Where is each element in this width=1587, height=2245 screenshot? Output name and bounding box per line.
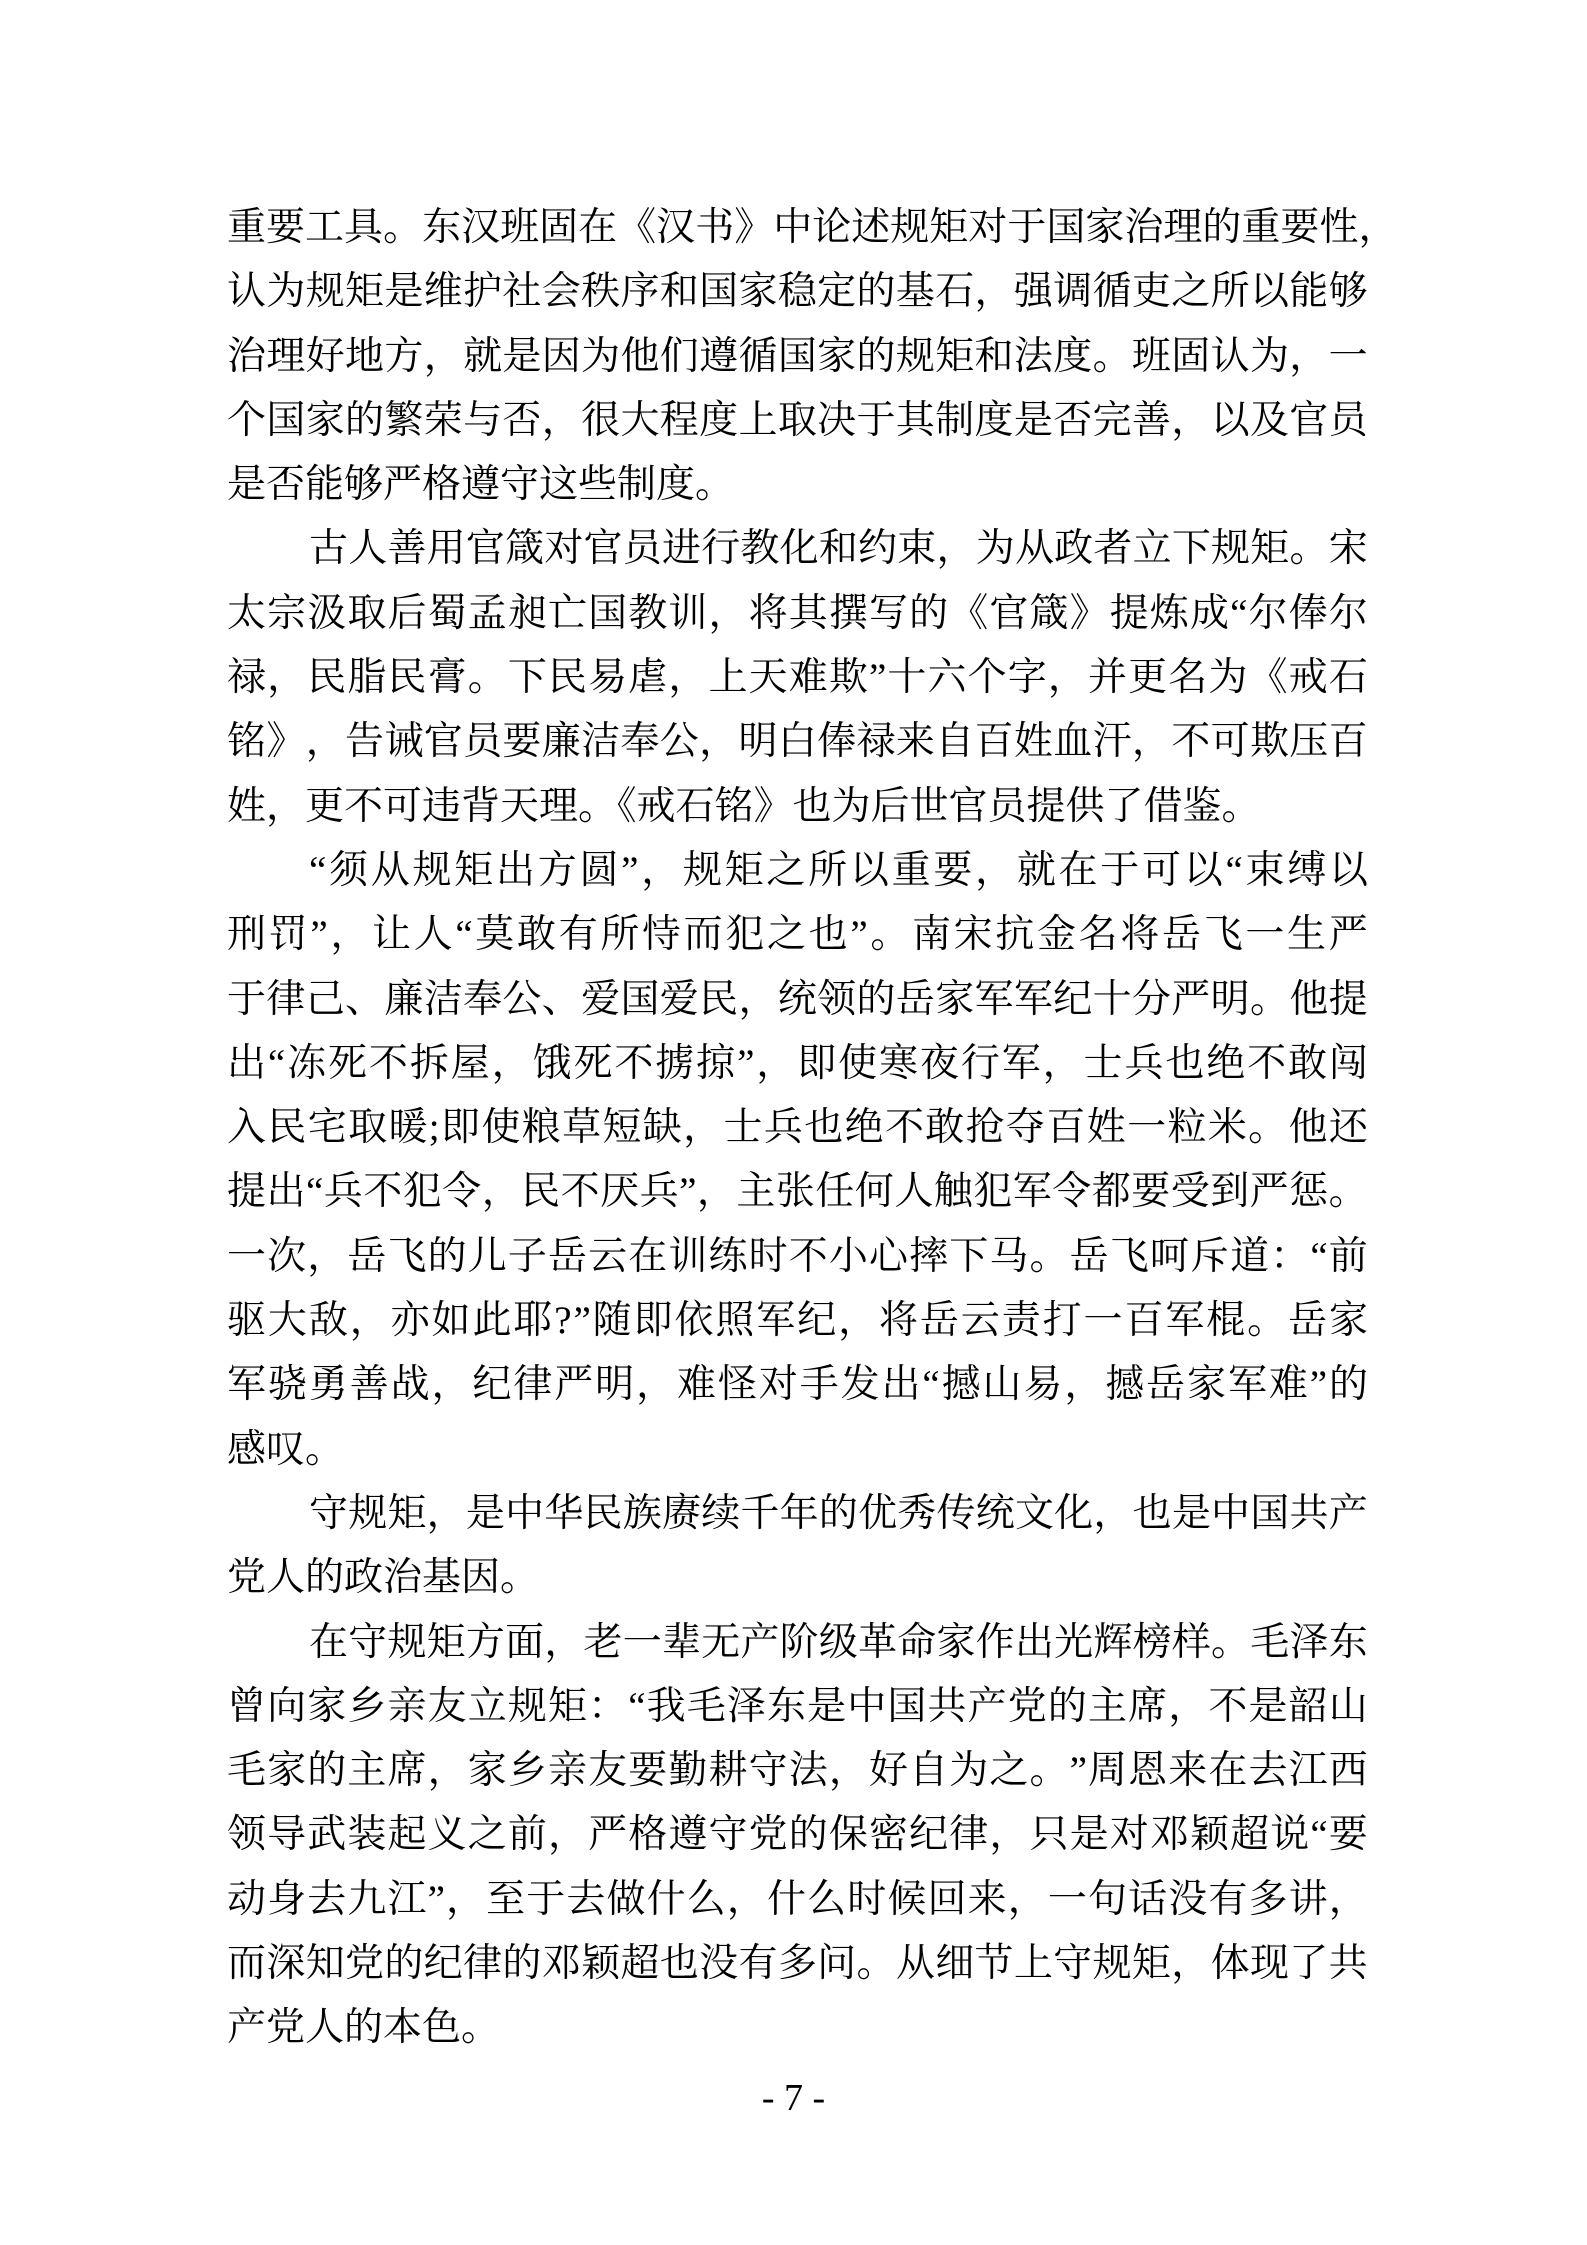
text-line-p1-2: 认 为 规 矩 是 维 护 社 会 秩 序 和 国 家 稳 定 的 基 石 ， 强 调 循 吏 之 所 以 能 够 xyxy=(227,270,1368,314)
text-line-p4-1: 守 规 矩 ， 是 中 华 民 族 赓 续 千 年 的 优 秀 传 统 文 化 ， 也 是 中 国 共 产 xyxy=(309,1491,1368,1535)
text-line-p3-2: 刑 罚 ” ， 让 人 “ 莫 敢 有 所 恃 而 犯 之 也 ” 。 南 宋 抗 金 名 将 岳 飞 一 生 严 xyxy=(227,913,1368,957)
text-line-p3-9: 军 骁 勇 善 战 ， 纪 律 严 明 ， 难 怪 对 手 发 出 “ 撼 山 易 ， 撼 岳 家 军 难 ” 的 xyxy=(227,1363,1368,1407)
text-line-p5-5: 动 身 去 九 江 ” ， 至 于 去 做 什 么 ， 什 么 时 候 回 来 ， 一 句 话 没 有 多 讲 ， xyxy=(227,1877,1368,1921)
text-line-p3-4: 出 “ 冻 死 不 拆 屋 ， 饿 死 不 掳 掠 ” ， 即 使 寒 夜 行 军 ， 士 兵 也 绝 不 敢 闯 xyxy=(227,1041,1368,1085)
text-line-p5-6: 而 深 知 党 的 纪 律 的 邓 颖 超 也 没 有 多 问 。 从 细 节 上 守 规 矩 ， 体 现 了 共 xyxy=(227,1942,1368,1986)
text-line-p3-6: 提 出 “ 兵 不 犯 令 ， 民 不 厌 兵 ” ， 主 张 任 何 人 触 犯 军 令 都 要 受 到 严 惩 。 xyxy=(227,1170,1368,1214)
text-line-p1-1: 重 要 工 具 。 东 汉 班 固 在 《 汉 书 》 中 论 述 规 矩 对 于 国 家 治 理 的 重 要 性 ， xyxy=(227,206,1398,249)
text-line-p5-2: 曾 向 家 乡 亲 友 立 规 矩 ： “ 我 毛 泽 东 是 中 国 共 产 党 的 主 席 ， 不 是 韶 山 xyxy=(227,1684,1368,1728)
text-line-p3-5: 入 民 宅 取 暖 ; 即 使 粮 草 短 缺 ， 士 兵 也 绝 不 敢 抢 夺 百 姓 一 粒 米 。 他 还 xyxy=(227,1106,1368,1150)
text-line-p1-5: 是否能够严格遵守这些制度。 xyxy=(227,463,735,507)
text-line-p2-4: 铭 》 ， 告 诫 官 员 要 廉 洁 奉 公 ， 明 白 俸 禄 来 自 百 姓 血 汗 ， 不 可 欺 压 百 xyxy=(227,720,1368,764)
text-line-p4-2: 党人的政治基因。 xyxy=(227,1556,540,1600)
text-line-p5-7: 产党人的本色。 xyxy=(227,2006,501,2050)
text-line-p1-3: 治 理 好 地 方 ， 就 是 因 为 他 们 遵 循 国 家 的 规 矩 和 法 度 。 班 固 认 为 ， 一 xyxy=(227,334,1368,378)
text-line-p3-7: 一 次 ， 岳 飞 的 儿 子 岳 云 在 训 练 时 不 小 心 摔 下 马 。 岳 飞 呵 斥 道 ： “ 前 xyxy=(227,1234,1368,1278)
text-line-p2-3: 禄 ， 民 脂 民 膏 。 下 民 易 虐 ， 上 天 难 欺 ” 十 六 个 字 ， 并 更 名 为 《 戒 石 xyxy=(227,656,1368,700)
text-line-p5-4: 领 导 武 装 起 义 之 前 ， 严 格 遵 守 党 的 保 密 纪 律 ， 只 是 对 邓 颖 超 说 “ 要 xyxy=(227,1813,1368,1857)
text-line-p2-2: 太 宗 汲 取 后 蜀 孟 昶 亡 国 教 训 ， 将 其 撰 写 的 《 官 箴 》 提 炼 成 “ 尔 俸 尔 xyxy=(227,591,1368,635)
text-line-p3-1: “ 须 从 规 矩 出 方 圆 ” ， 规 矩 之 所 以 重 要 ， 就 在 于 可 以 “ 束 缚 以 xyxy=(309,848,1368,892)
text-line-p2-1: 古 人 善 用 官 箴 对 官 员 进 行 教 化 和 约 束 ， 为 从 政 者 立 下 规 矩 。 宋 xyxy=(309,527,1368,571)
text-line-p3-8: 驱 大 敌 ， 亦 如 此 耶 ? ” 随 即 依 照 军 纪 ， 将 岳 云 责 打 一 百 军 棍 。 岳 家 xyxy=(227,1299,1368,1343)
document-body xyxy=(227,196,1398,2061)
text-line-p1-4: 个 国 家 的 繁 荣 与 否 ， 很 大 程 度 上 取 决 于 其 制 度 是 否 完 善 ， 以 及 官 员 xyxy=(227,398,1368,442)
text-line-p3-3: 于 律 己 、 廉 洁 奉 公 、 爱 国 爱 民 ， 统 领 的 岳 家 军 军 纪 十 分 严 明 。 他 提 xyxy=(227,977,1368,1021)
page-number: - 7 - xyxy=(761,2077,826,2119)
text-line-p2-5: 姓，更不可违背天理。《戒石铭》也为后世官员提供了借鉴。 xyxy=(227,784,1261,828)
text-line-p5-1: 在 守 规 矩 方 面 ， 老 一 辈 无 产 阶 级 革 命 家 作 出 光 辉 榜 样 。 毛 泽 东 xyxy=(309,1620,1368,1664)
text-line-p3-10: 感叹。 xyxy=(227,1427,345,1471)
text-line-p5-3: 毛 家 的 主 席 ， 家 乡 亲 友 要 勤 耕 守 法 ， 好 自 为 之 。 ” 周 恩 来 在 去 江 西 xyxy=(227,1749,1368,1793)
